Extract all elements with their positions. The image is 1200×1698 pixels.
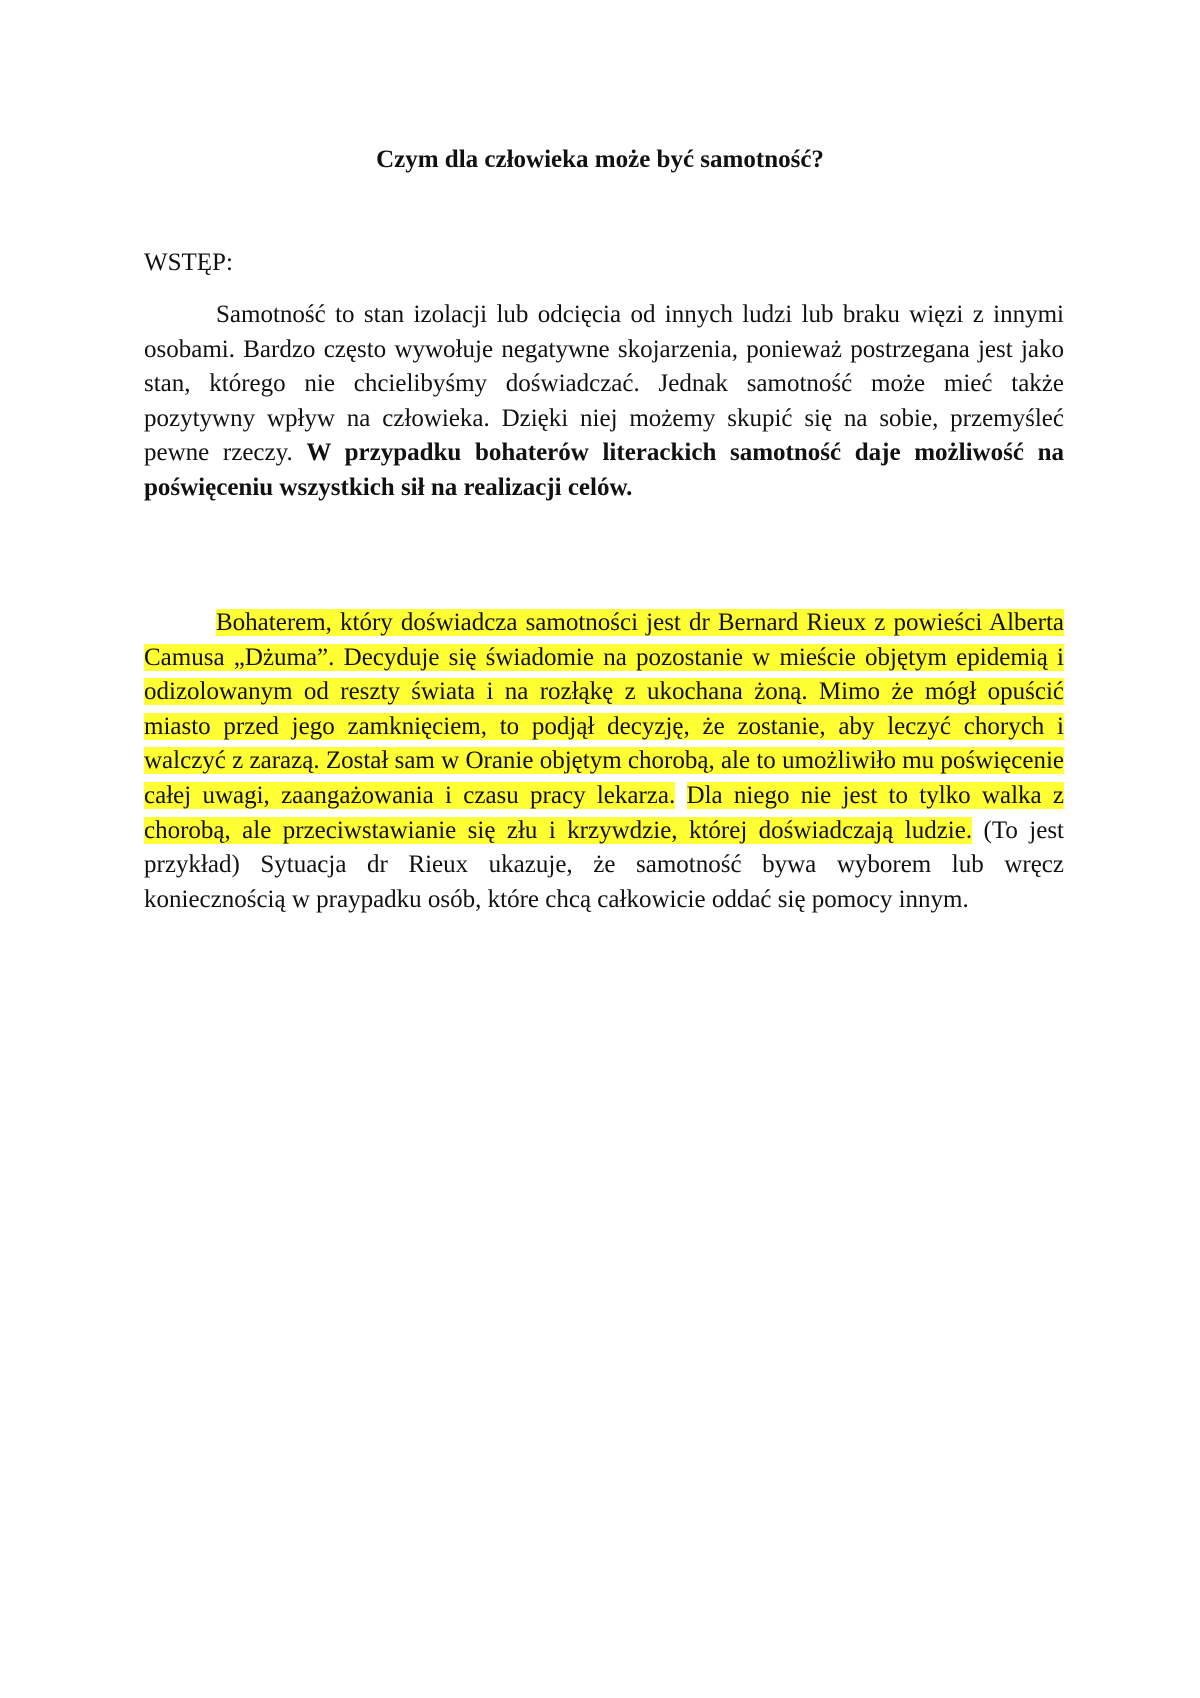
document-title: Czym dla człowieka może być samotność? — [376, 146, 824, 173]
intro-thesis-bold: W przypadku bohaterów literackich samotność daje możliwość na poświęceniu wszystkich sił na realizacji celów. — [144, 439, 1064, 501]
intro-text: Samotność to stan izolacji lub odcięcia od innych ludzi lub braku więzi z innymi osobami. Bardzo często wywołuje negatywne skojarzenia, ponieważ postrzegana jest jako stan, którego nie chcielibyśmy doświadczać. Jednak samotność może mieć także pozytywny wpływ na człowieka. Dzięki niej możemy skupić się na sobie, przemyśleć pewne rzeczy. — [144, 301, 1064, 467]
example-conclusion-text: (To jest przykład) Sytuacja dr Rieux ukazuje, że samotność bywa wyborem lub wręcz koniecznością w praypadku osób, które chcą całkowicie oddać się pomocy innym. — [144, 816, 1064, 913]
highlight-gap — [675, 782, 686, 809]
intro-paragraph — [144, 298, 1064, 506]
highlighted-text-2: Dla niego nie jest to tylko walka z chorobą, ale przeciwstawianie się złu i krzywdzie, której doświadczają ludzie. — [144, 781, 1064, 844]
highlighted-text-1: Bohaterem, który doświadcza samotności jest dr Bernard Rieux z powieści Alberta Camusa „Dżuma”. Decyduje się świadomie na pozostanie w mieście objętym epidemią i odizolowanym od reszty świata i na rozłąkę z ukochana żoną. Mimo że mógł opuścić miasto przed jego zamknięciem, to podjął decyzję, że zostanie, aby leczyć chorych i walczyć z zarazą. Został sam w Oranie objętym chorobą, ale to umożliwiło mu poświęcenie całej uwagi, zaangażowania i czasu pracy lekarza. — [144, 609, 1064, 809]
example-paragraph — [144, 606, 1064, 917]
section-label-intro: WSTĘP: — [144, 249, 233, 276]
